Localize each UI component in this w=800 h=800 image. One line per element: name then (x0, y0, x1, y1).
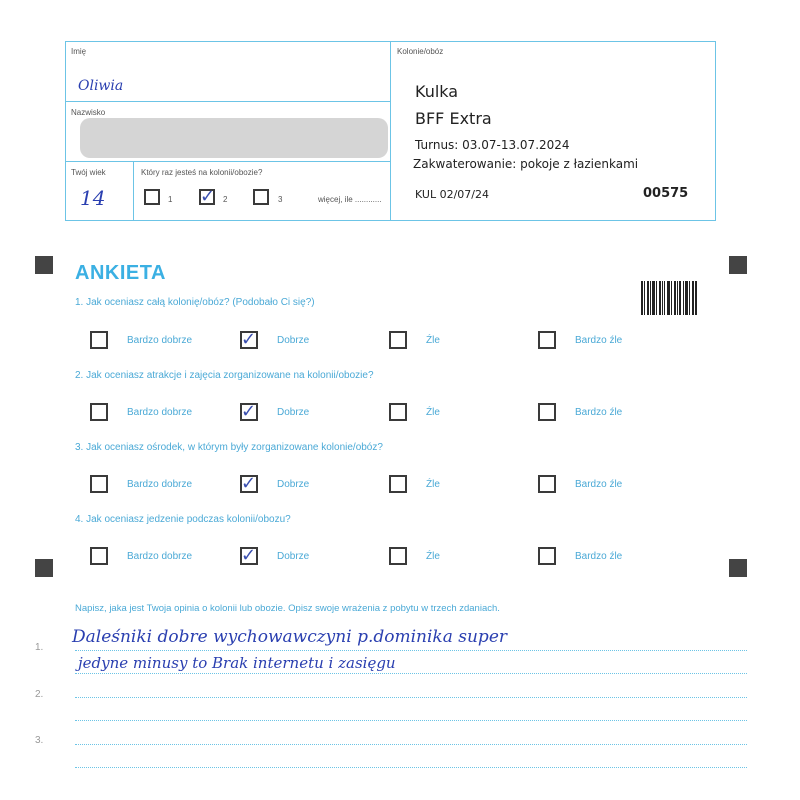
survey-q2-check-mark: ✓ (241, 401, 257, 422)
survey-q1-option-label: Bardzo źle (575, 335, 623, 346)
ktory-raz-checkbox-1[interactable] (144, 189, 160, 205)
imie-value: Oliwia (78, 78, 124, 94)
kolonie-name: Kulka (415, 82, 459, 101)
survey-q1-checkbox-3[interactable] (389, 331, 407, 349)
survey-question-1: 1. Jak oceniasz całą kolonię/obóz? (Podobało Ci się?) (75, 297, 315, 308)
ktory-raz-option-3: 3 (278, 195, 283, 204)
survey-q1-check-mark: ✓ (241, 329, 257, 350)
nazwisko-label: Nazwisko (71, 108, 106, 117)
opinion-line-number-3: 3. (35, 735, 44, 746)
kolonie-program: BFF Extra (415, 109, 492, 128)
survey-q2-option-label: Bardzo dobrze (127, 407, 193, 418)
wiek-value: 14 (80, 186, 106, 210)
header-divider-name (65, 101, 390, 102)
survey-q4-checkbox-4[interactable] (538, 547, 556, 565)
survey-q2-option-label: Źle (426, 407, 440, 418)
opinion-handwriting-line-1: Daleśniki dobre wychowawczyni p.dominika super (72, 627, 508, 647)
opinion-line (75, 650, 747, 651)
survey-q2-option-label: Dobrze (277, 407, 310, 418)
opinion-line (75, 697, 747, 698)
survey-q3-option-label: Bardzo dobrze (127, 479, 193, 490)
opinion-line (75, 673, 747, 674)
opinion-line (75, 744, 747, 745)
survey-q3-checkbox-4[interactable] (538, 475, 556, 493)
ktory-raz-option-1: 1 (168, 195, 173, 204)
opinion-prompt: Napisz, jaka jest Twoja opinia o kolonii lub obozie. Opisz swoje wrażenia z pobytu w trzech zdaniach. (75, 603, 500, 614)
zakwaterowanie: Zakwaterowanie: pokoje z łazienkami (413, 157, 639, 171)
survey-q3-option-label: Źle (426, 479, 440, 490)
survey-q3-option-label: Dobrze (277, 479, 310, 490)
header-divider-age-col (133, 161, 134, 221)
survey-question-2: 2. Jak oceniasz atrakcje i zajęcia zorganizowane na kolonii/obozie? (75, 370, 374, 381)
survey-q2-checkbox-4[interactable] (538, 403, 556, 421)
survey-q1-option-label: Dobrze (277, 335, 310, 346)
survey-q2-checkbox-1[interactable] (90, 403, 108, 421)
ktory-raz-option-2: 2 (223, 195, 228, 204)
opinion-line-number-1: 1. (35, 642, 44, 653)
survey-q4-option-label: Bardzo źle (575, 551, 623, 562)
survey-q1-option-label: Bardzo dobrze (127, 335, 193, 346)
imie-label: Imię (71, 47, 87, 56)
survey-q1-option-label: Źle (426, 335, 440, 346)
header-divider-vertical (390, 41, 391, 221)
survey-q3-checkbox-3[interactable] (389, 475, 407, 493)
survey-q1-checkbox-1[interactable] (90, 331, 108, 349)
survey-q1-checkbox-4[interactable] (538, 331, 556, 349)
survey-title: ANKIETA (75, 262, 166, 284)
header-divider-age (65, 161, 390, 162)
ktory-raz-check-mark: ✓ (200, 186, 216, 207)
ktory-raz-checkbox-3[interactable] (253, 189, 269, 205)
barcode (641, 281, 697, 315)
survey-q4-checkbox-3[interactable] (389, 547, 407, 565)
alignment-marker-top-right (729, 256, 747, 274)
wiek-label: Twój wiek (71, 168, 106, 177)
opinion-handwriting-line-2: jedyne minusy to Brak internetu i zasięgu (78, 654, 396, 672)
survey-q4-option-label: Bardzo dobrze (127, 551, 193, 562)
survey-question-4: 4. Jak oceniasz jedzenie podczas kolonii/obozu? (75, 514, 291, 525)
ktory-raz-more: więcej, ile ............ (318, 195, 382, 204)
alignment-marker-bottom-left (35, 559, 53, 577)
opinion-line-number-2: 2. (35, 689, 44, 700)
survey-q2-option-label: Bardzo źle (575, 407, 623, 418)
kolonie-label: Kolonie/obóz (397, 47, 444, 56)
survey-q4-option-label: Dobrze (277, 551, 310, 562)
alignment-marker-top-left (35, 256, 53, 274)
form-number: 00575 (643, 186, 689, 201)
ktory-raz-label: Który raz jesteś na kolonii/obozie? (141, 168, 263, 177)
survey-q3-check-mark: ✓ (241, 473, 257, 494)
opinion-line (75, 767, 747, 768)
survey-q3-option-label: Bardzo źle (575, 479, 623, 490)
survey-q2-checkbox-3[interactable] (389, 403, 407, 421)
kolonie-code: KUL 02/07/24 (415, 188, 489, 201)
redacted-surname (80, 118, 388, 158)
turnus: Turnus: 03.07-13.07.2024 (415, 138, 570, 152)
alignment-marker-bottom-right (729, 559, 747, 577)
survey-question-3: 3. Jak oceniasz ośrodek, w którym były zorganizowane kolonie/obóz? (75, 442, 383, 453)
survey-q4-option-label: Źle (426, 551, 440, 562)
survey-q4-checkbox-1[interactable] (90, 547, 108, 565)
survey-q4-check-mark: ✓ (241, 545, 257, 566)
opinion-line (75, 720, 747, 721)
survey-q3-checkbox-1[interactable] (90, 475, 108, 493)
